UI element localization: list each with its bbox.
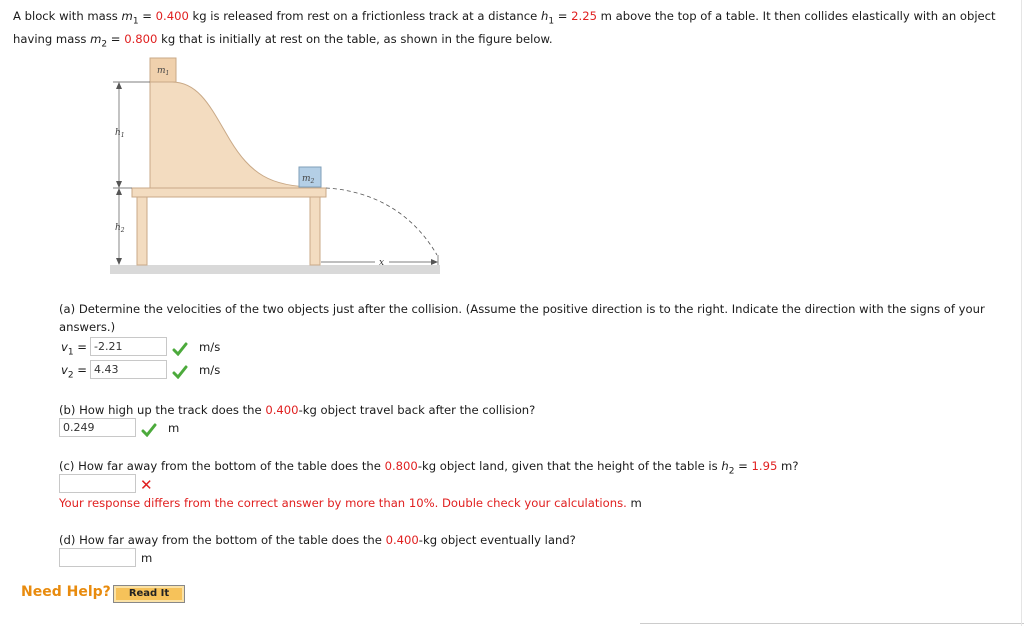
problem-line-2: having mass $m_2 = 0.800$ kg that is initially at rest on the table, as shown in the figure below. xyxy=(13,32,553,50)
distance-unit: m xyxy=(141,551,153,565)
problem-line-1: A block with mass $m_1 = 0.400$ kg is released from rest on a frictionless track at a distance $h_1 = 2.25$ m above the top of a table. It then collides elastically with an object xyxy=(13,9,996,27)
track-table-figure xyxy=(100,55,450,275)
distance-input-m1[interactable] xyxy=(59,548,136,567)
feedback-message: Your response differs from the correct answer by more than 10%. Double check your calculations. m xyxy=(59,496,642,510)
part-c-question: (c) How far away from the bottom of the table does the 0.800-kg object land, given that the height of the table is $h_2 = 1.95$ m? xyxy=(59,459,799,477)
read-it-button[interactable]: Read It xyxy=(113,585,185,603)
height-input[interactable]: 0.249 xyxy=(59,418,136,437)
x-label: x xyxy=(379,258,385,268)
divider xyxy=(640,623,1024,624)
check-icon xyxy=(141,423,157,437)
v1-input[interactable]: -2.21 xyxy=(90,337,167,356)
need-help-label: Need Help? xyxy=(21,584,111,600)
v2-unit: m/s xyxy=(199,363,221,377)
check-icon xyxy=(172,342,188,356)
v1-label: $v_1$ = xyxy=(61,340,88,358)
part-d-question: (d) How far away from the bottom of the table does the 0.400-kg object eventually land? xyxy=(59,533,576,547)
h1-label: $h_1$ xyxy=(115,128,125,139)
v2-input[interactable]: 4.43 xyxy=(90,360,167,379)
v2-label: $v_2$ = xyxy=(61,363,88,381)
curved-track xyxy=(150,82,315,188)
cross-icon: ✕ xyxy=(140,476,153,494)
right-border xyxy=(1021,0,1022,626)
floor xyxy=(110,265,440,274)
m1-value: 0.400 xyxy=(155,9,189,23)
h1-value: 2.25 xyxy=(571,9,597,23)
problem-statement xyxy=(13,7,1013,54)
m2-value: 0.800 xyxy=(124,32,158,47)
table-leg-left xyxy=(137,197,147,265)
part-b-question: (b) How high up the track does the 0.400-kg object travel back after the collision? xyxy=(59,403,536,417)
check-icon xyxy=(172,365,188,379)
h2-label: $h_2$ xyxy=(115,223,125,234)
v1-unit: m/s xyxy=(199,340,221,354)
table-top xyxy=(132,188,326,197)
distance-input-m2[interactable] xyxy=(59,474,136,493)
block-m2-label: $m_2$ xyxy=(302,174,315,185)
table-leg-right xyxy=(310,197,320,265)
part-a-question: (a) Determine the velocities of the two objects just after the collision. (Assume the positive direction is to the right. Indicate the direction with the signs of your answers.) xyxy=(59,302,985,334)
block-m1-label: $m_1$ xyxy=(157,66,170,77)
trajectory xyxy=(326,188,437,255)
height-unit: m xyxy=(168,421,180,435)
